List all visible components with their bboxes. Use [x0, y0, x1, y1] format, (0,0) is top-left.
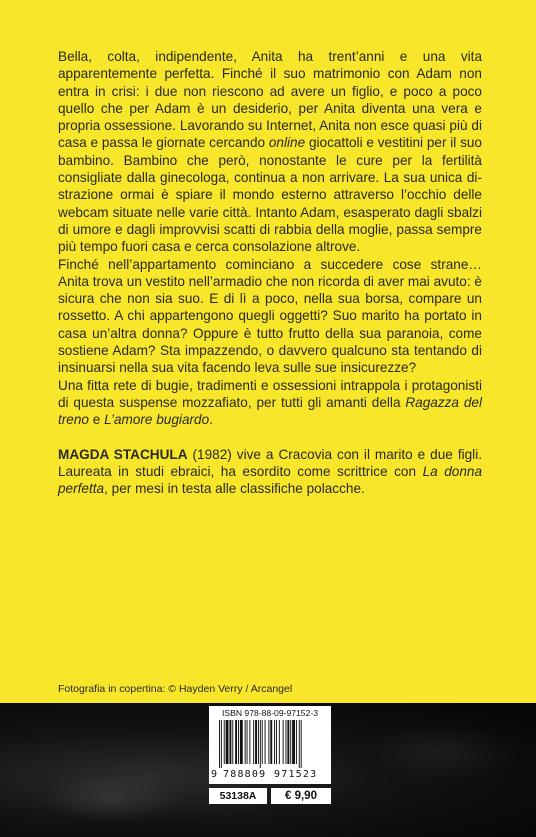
isbn-number: ISBN 978-88-09-97152-3 — [221, 708, 319, 718]
author-book-title: La donna perfetta — [58, 463, 483, 497]
blurb-paragraph-3: Una fitta rete di bugie, tradimenti e ossessioni intrappola i protagonisti di questa suspense mozzafiato, per tutti gli amanti della Ragazza del treno e L’amore bugiardo. — [58, 377, 482, 428]
price-tag: € 9,90 — [271, 788, 331, 804]
author-bio: MAGDA STACHULA (1982) vive a Cracovia con il marito e due figli. Laureata in studi ebraici, ha esordito come scrittrice con La donna perfetta, per mesi in testa alle classifiche polacche. — [58, 446, 483, 497]
blurb-text — [58, 48, 482, 497]
blurb-paragraph-2: Finché nell’appartamento cominciano a succedere cose strane… Anita trova un vestito nell’armadio che non ricorda di aver mai avuto: è sicura che non sia suo. E di lì a poco, nella sua borsa, compare un rossetto. A chi appartengono quegli oggetti? Suo marito ha portato in casa un’altra donna? Oppure è tutto frutto della sua paranoia, come sostiene Adam? Sta impazzendo, o davvero qualcuno sta tentando di insinuarsi nella sua vita facendo leva sulle sue insicurezze? — [58, 256, 482, 376]
photo-credit: Fotografia in copertina: © Hayden Verry / Arcangel — [58, 683, 293, 695]
blurb-paragraph-1: Bella, colta, indipendente, Anita ha trent’anni e una vita apparentemente perfetta. Finché il suo matrimonio con Adam non entra in crisi: i due non riescono ad avere un figlio, e poco a poco quello che per Adam è un desiderio, per Anita diventa una vera e propria ossessione. Lavorando su Internet, Anita non esce quasi più di casa e passa le giornate cercando online giocattoli e vestitini per il suo bambino. Bambino che però, nonostante le cure per la fertilità consigliate dalla ginecologa, continua a non arrivare. La sua unica distrazione ormai è spiare il mondo esterno attraverso l’occhio delle webcam situate nelle varie città. Intanto Adam, esasperato dagli sbalzi di umore e dagli improvvisi scatti di rabbia della moglie, passa sempre più tempo fuori casa e cerca consolazione altrove. — [58, 49, 482, 255]
barcode-digits: 9 788809 971523 — [211, 769, 318, 780]
barcode-label — [209, 706, 331, 784]
author-name: MAGDA STACHULA — [58, 446, 188, 462]
product-code: 53138A — [209, 788, 267, 804]
barcode-icon — [217, 720, 323, 768]
